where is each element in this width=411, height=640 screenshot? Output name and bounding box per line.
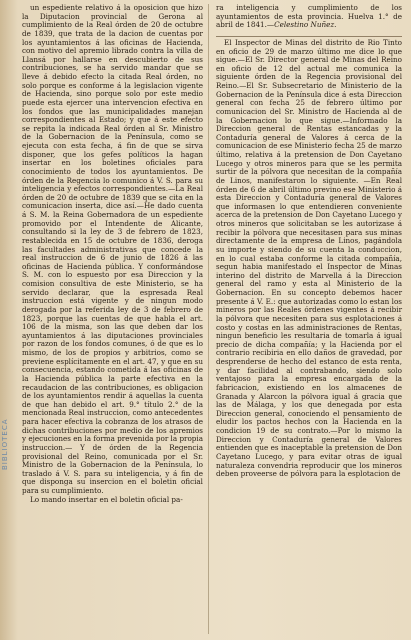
closing-text: ra inteligencia y cumplimiento de los ayuntamientos de esta provincia. Huelva 1.° de abril de 1841.— [216,3,402,30]
right-paragraph-inspector: El Inspector de Minas del distrito de Rio Tinto en oficio de 29 de marzo último me dice lo que sigue.—El Sr. Director general de Minas del Reino en oficio de 12 del actual me comunica la siguiente órden de la Regencia provisional del Reino.—El Sr. Subsecretario de Ministerio de la Gobernacion de la Península dice á esta Direccion general con fecha 25 de febrero último por comunicacion del Sr. Ministro de Hacienda al de la Gobernacion lo que sigue.—Informado la Direccion general de Rentas estancadas y la Contaduría general de Valores á cerca de la comunicacion de ese Ministerio fecha 25 de marzo último, relativa á la pretension de Don Cayetano Lucego y otros mineros para que se les permita surtir de la pólvora que necesitan de la compañía de Linos, manifestaron lo siguiente. —En Real órden de 6 de abril último previno ese Ministerio á esta Direccion y Contaduría general de Valores que informasen lo que entendieren conveniente acerca de la pretension de Don Cayetano Lucego y otros mineros que solicitaban se les autorizase á recibir la pólvora que necesitasen para sus minas directamente de la empresa de Linos, pagándola su importe y siendo de su cuenta la conduccion, en lo cual estaba conforme la citada compañía, segun habia manifestado el Inspector de Minas interino del distrito de Marvella á la Direccion general del ramo y esta al Ministerio de la Gobernacion. En su concepto debemos hacer presente á V. E.: que autorizadas como lo estan los mineros por las Reales órdenes vigentes á recibir la pólvora que necesiten para sus esplotaciones á costo y costas en las administraciones de Rentas, ningun beneficio les resultaria de tomarla á igual precio de dicha compañía; y la Hacienda por el contrario recibiria en ello daños de gravedad, por desprenderse de hecho del estanco de esta renta, y dar facilidad al contrabando, siendo solo ventajoso para la empresa encargada de la fabricacion, existiendo en los almacenes de Granada y Alarcon la pólvora igual á gracia que las de Málaga, y los que denegada por esta Direccion general, conociendo el pensamiento de eludir los pactos hechos con la Hacienda en la condicion 19 de su contrato.—Por lo mismo la Direccion y Contaduría general de Valores entienden que es inaceptable la pretension de Don Cayetano Lucego, y para evitar otras de igual naturaleza convendria reproducir que los mineros deben proveerse de pólvora para la esplotacion de [216,37,402,479]
left-column [22,4,203,504]
left-paragraph-1: un espediente relativo á la oposicion que hizo la Diputacion provincial de Gerona al cumplimiento de la Real órden de 20 de octubre de 1839, que trata de la dacion de cuentas por los ayuntamientos á las oficinas de Hacienda, con motivo del apremio librado contra la villa de Llansá por hallarse en descubierto de sus contribuciones, se ha servido mandar que se lleve á debido efecto la citada Real órden, no solo porque es conforme á la legislacion vigente de Hacienda, sino porque solo por este medio puede esta ejercer una intervencion efectiva en los fondos que las municipalidades manejan correspondientes al Estado; y que á este efecto se repita la indicada Real órden al Sr. Ministro de la Gobernacion de la Península, como se ejecuta con esta fecha, á fin de que se sirva disponer, que los gefes políticos la hagan insertar en los boletines oficiales para conocimiento de todos los ayuntamientos. De órden de la Regencia lo comunico á V. S. para su inteligencia y efectos correspondientes.—La Real órden de 20 de octubre de 1839 que se cita en la comunicacion inserta, dice así.—He dado cuenta á S. M. la Reina Gobernadora de un espediente promovido por el Intendente de Alicante, consultando si la ley de 3 de febrero de 1823, restablecida en 15 de octubre de 1836, deroga las facultades administrativas que concede la real instruccion de 6 de junio de 1826 á las oficinas de Hacienda pública. Y conformándose S. M. con lo espuesto por esa Direccion y la comision consultiva de este Ministerio, se ha servido declarar, que la espresada Real instruccion está vigente y de ningun modo derogada por la referida ley de 3 de febrero de 1823, porque las cuentas de que habla el art. 106 de la misma, son las que deben dar los ayuntamientos á las diputaciones provinciales por razon de los fondos comunes, ó de que es lo mismo, de los de propios y arbitrios, como se previene esplícitamente en el art. 47, y que en su consecuencia, estando cometida á las oficinas de la Hacienda pública la parte efectiva en la recaudacion de las contribuciones, es obligacion de los ayuntamientos rendir á aquellas la cuenta de que han debido el art. 9.° título 2.° de la mencionada Real instruccion, como antecedentes para hacer efectiva la cobranza de los atrasos de dichas contribuciones por medio de los apremios y ejecuciones en la forma prevenida por la propia instruccion.— Y de órden de la Regencia provisional del Reino, comunicada por el Sr. Ministro de la Gobernacion de la Península, lo traslado á V. S. para su inteligencia, y á fin de que disponga su insercion en el boletin oficial para su cumplimiento. [22,3,203,495]
library-stamp: BIBLIOTECA [1,418,9,470]
column-divider [208,4,209,634]
right-closing-paragraph [216,4,402,30]
section-rule [216,36,402,37]
signature: Celestino Nuñez. [274,20,337,30]
left-paragraph-2: Lo mando insertar en el boletin oficial pa- [30,494,183,504]
right-column [216,4,402,479]
